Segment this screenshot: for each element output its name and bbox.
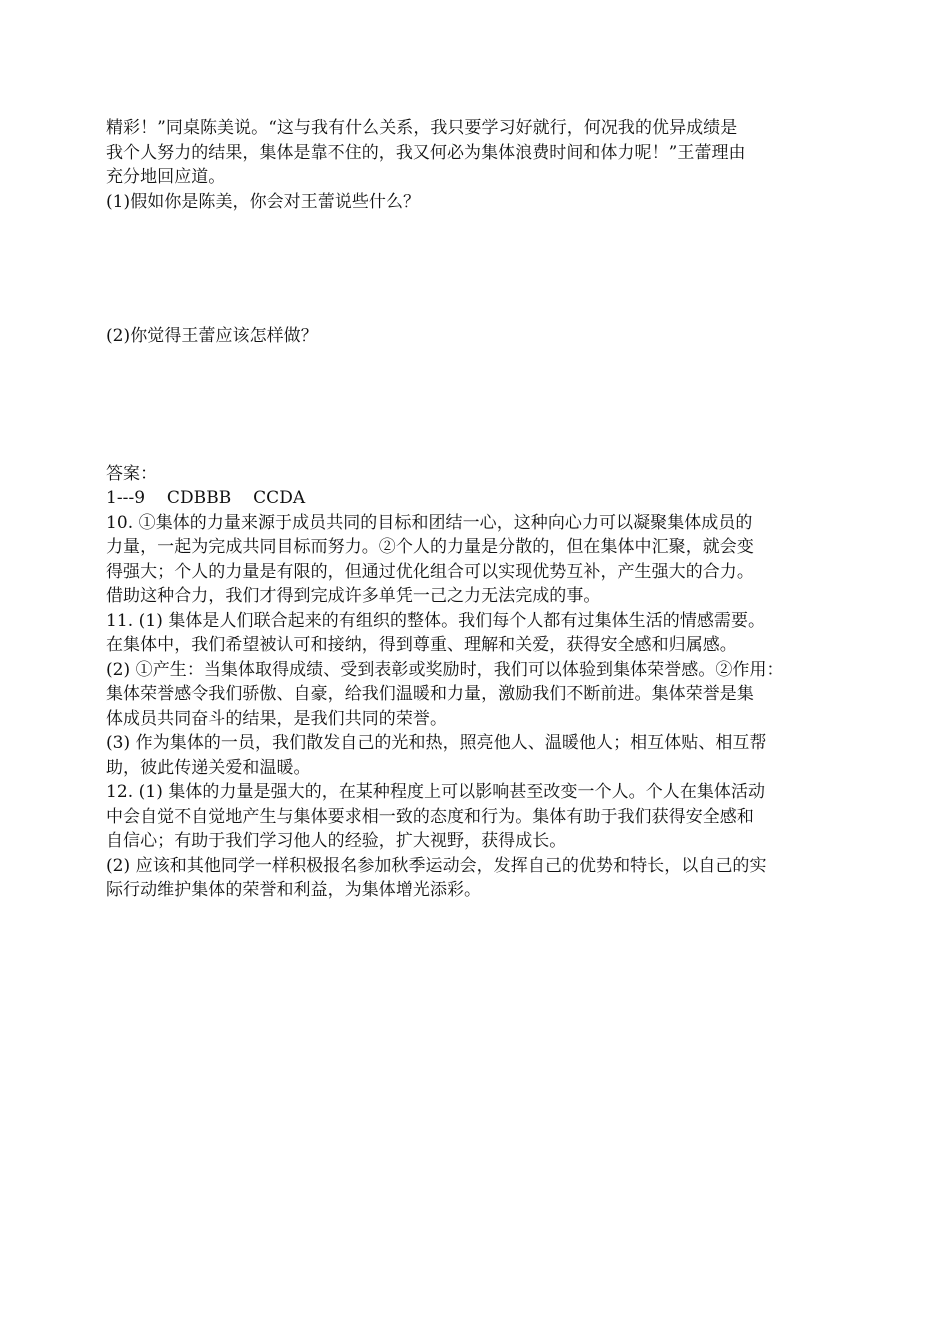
context-line: 我个人努力的结果，集体是靠不住的，我又何必为集体浪费时间和体力呢！”王蕾理由 — [106, 142, 746, 163]
answer-space-2 — [106, 349, 846, 462]
question-context — [106, 116, 846, 190]
document-page — [106, 116, 846, 903]
answer-11 — [106, 609, 846, 781]
answer-line: 体成员共同奋斗的结果，是我们共同的荣誉。 — [106, 708, 447, 729]
answer-section — [106, 462, 846, 903]
answer-line: 得强大；个人的力量是有限的，但通过优化组合可以实现优势互补，产生强大的合力。 — [106, 561, 754, 582]
answer-10 — [106, 511, 846, 609]
answer-line: 助，彼此传递关爱和温暖。 — [106, 757, 311, 778]
answer-12 — [106, 780, 846, 903]
context-line: 充分地回应道。 — [106, 167, 226, 187]
context-line: 精彩！”同桌陈美说。“这与我有什么关系，我只要学习好就行，何况我的优异成绩是 — [106, 118, 738, 138]
answer-line: 集体荣誉感令我们骄傲、自豪，给我们温暖和力量，激励我们不断前进。集体荣誉是集 — [106, 684, 754, 704]
answer-line: 中会自觉不自觉地产生与集体要求相一致的态度和行为。集体有助于我们获得安全感和 — [106, 806, 754, 827]
answer-line: 12. (1) 集体的力量是强大的，在某种程度上可以影响甚至改变一个人。个人在集体活动 — [106, 782, 766, 802]
answer-line: 力量，一起为完成共同目标而努力。②个人的力量是分散的，但在集体中汇聚，就会变 — [106, 537, 754, 557]
answer-line: 际行动维护集体的荣誉和利益，为集体增光添彩。 — [106, 880, 482, 900]
answer-line: 自信心；有助于我们学习他人的经验，扩大视野，获得成长。 — [106, 831, 567, 851]
question-1: (1)假如你是陈美，你会对王蕾说些什么？ — [106, 191, 421, 212]
answer-heading: 答案： — [106, 463, 158, 484]
answer-space-1 — [106, 214, 846, 324]
answer-line: (3) 作为集体的一员，我们散发自己的光和热，照亮他人、温暖他人；相互体贴、相互帮 — [106, 733, 767, 753]
answer-line: 借助这种合力，我们才得到完成许多单凭一己之力无法完成的事。 — [106, 586, 601, 606]
answer-line: (2) ①产生：当集体取得成绩、受到表彰或奖励时，我们可以体验到集体荣誉感。②作用： — [106, 659, 784, 680]
answer-line: 10. ①集体的力量来源于成员共同的目标和团结一心，这种向心力可以凝聚集体成员的 — [106, 512, 753, 533]
multiple-choice-answers: 1---9 CDBBB CCDA — [106, 488, 306, 508]
answer-line: 在集体中，我们希望被认可和接纳，得到尊重、理解和关爱，获得安全感和归属感。 — [106, 635, 737, 655]
answer-line: (2) 应该和其他同学一样积极报名参加秋季运动会，发挥自己的优势和特长，以自己的实 — [106, 855, 767, 876]
question-2: (2)你觉得王蕾应该怎样做？ — [106, 326, 318, 346]
answer-line: 11. (1) 集体是人们联合起来的有组织的整体。我们每个人都有过集体生活的情感需要。 — [106, 610, 766, 631]
